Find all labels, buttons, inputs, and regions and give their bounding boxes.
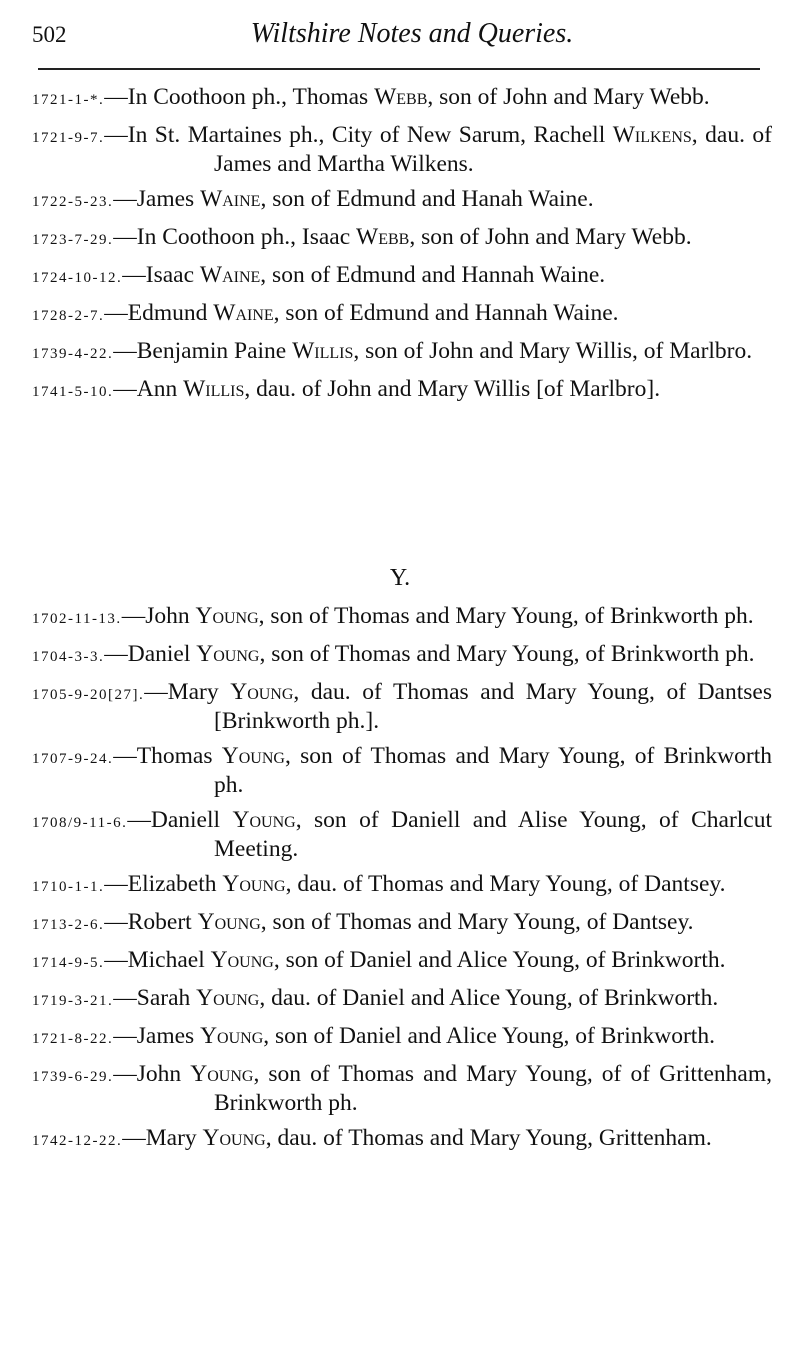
entry-text-after: , dau. of Thomas and Mary Young, of Dantses [Brinkworth ph.].	[214, 679, 772, 734]
record-entry	[32, 1061, 772, 1116]
section-y-entries	[32, 603, 772, 1163]
entry-date: 1721-9-7.	[32, 130, 105, 146]
entry-date: 1741-5-10.	[32, 384, 114, 400]
record-entry	[32, 1125, 772, 1154]
record-entry	[32, 224, 772, 253]
entry-surname: Willis	[183, 376, 245, 402]
entry-surname: Young	[210, 947, 274, 973]
entry-surname: Young	[190, 1061, 254, 1087]
entry-surname: Young	[222, 871, 286, 897]
entry-surname: Young	[230, 679, 294, 705]
section-w-entries	[32, 84, 772, 414]
entry-text-before: —Daniel	[104, 641, 197, 667]
entry-surname: Wilkens	[612, 122, 692, 148]
page-number: 502	[32, 22, 67, 47]
entry-surname: Waine	[199, 262, 261, 288]
entry-text-before: —Benjamin Paine	[113, 338, 293, 364]
record-entry	[32, 376, 772, 405]
entry-text-after: , dau. of Daniel and Alice Young, of Brinkworth.	[259, 985, 719, 1011]
entry-text-before: —Robert	[104, 909, 198, 935]
record-entry	[32, 186, 772, 215]
entry-text-after: , son of Thomas and Mary Young, of of Grittenham, Brinkworth ph.	[214, 1061, 772, 1116]
header-rule	[38, 68, 760, 70]
entry-date: 1724-10-12.	[32, 270, 123, 286]
record-entry	[32, 84, 772, 113]
entry-text-before: —Isaac	[122, 262, 200, 288]
entry-text-before: —In St. Martaines ph., City of New Sarum, Rachell	[104, 122, 613, 148]
entry-text-after: , dau. of John and Mary Willis [of Marlbro].	[244, 376, 661, 402]
entry-text-after: , son of Edmund and Hannah Waine.	[260, 262, 606, 288]
record-entry	[32, 679, 772, 734]
entry-text-after: , son of Thomas and Mary Young, of Brinkworth ph.	[258, 603, 754, 629]
record-entry	[32, 985, 772, 1014]
entry-date: 1739-4-22.	[32, 346, 114, 362]
entry-text-after: , son of Thomas and Mary Young, of Dantsey.	[260, 909, 694, 935]
entry-text-before: —Mary	[122, 1125, 203, 1151]
entry-date: 1702-11-13.	[32, 611, 122, 627]
entry-text-after: , son of John and Mary Willis, of Marlbro.	[353, 338, 753, 364]
entry-date: 1721-8-22.	[32, 1031, 114, 1047]
entry-surname: Young	[232, 807, 296, 833]
entry-text-after: , son of Daniell and Alise Young, of Charlcut Meeting.	[214, 807, 773, 862]
running-title: Wiltshire Notes and Queries.	[250, 18, 574, 49]
entry-date: 1713-2-6.	[32, 917, 105, 933]
entry-text-after: , dau. of James and Martha Wilkens.	[214, 122, 772, 177]
entry-text-before: —Edmund	[104, 300, 214, 326]
section-letter-y: Y.	[389, 565, 411, 591]
entry-surname: Young	[197, 909, 261, 935]
entry-date: 1721-1-*.	[32, 92, 105, 108]
entry-text-before: —Ann	[113, 376, 184, 402]
entry-text-after: , son of Daniel and Alice Young, of Brinkworth.	[273, 947, 726, 973]
entry-text-before: —Michael	[104, 947, 211, 973]
entry-surname: Waine	[200, 186, 261, 212]
record-entry	[32, 909, 772, 938]
entry-surname: Young	[221, 743, 285, 769]
record-entry	[32, 122, 772, 177]
entry-text-before: —James	[113, 186, 201, 212]
entry-text-after: , son of John and Mary Webb.	[427, 84, 710, 110]
entry-text-before: —Mary	[144, 679, 231, 705]
entry-text-before: —John	[121, 603, 196, 629]
record-entry	[32, 947, 772, 976]
record-entry	[32, 603, 772, 632]
entry-surname: Webb	[374, 84, 428, 110]
entry-text-after: , dau. of Thomas and Mary Young, Grittenham.	[265, 1125, 712, 1151]
entry-text-before: —James	[113, 1023, 201, 1049]
entry-text-before: —Sarah	[113, 985, 197, 1011]
entry-date: 1742-12-22.	[32, 1133, 123, 1149]
entry-date: 1722-5-23.	[32, 194, 114, 210]
entry-text-after: , son of Thomas and Mary Young, of Brinkworth ph.	[259, 641, 755, 667]
entry-date: 1704-3-3.	[32, 649, 105, 665]
entry-surname: Webb	[356, 224, 410, 250]
entry-date: 1739-6-29.	[32, 1069, 114, 1085]
entry-text-before: —In Coothoon ph., Isaac	[113, 224, 357, 250]
entry-text-after: , son of Edmund and Hannah Waine.	[273, 300, 619, 326]
entry-date: 1714-9-5.	[32, 955, 105, 971]
record-entry	[32, 1023, 772, 1052]
entry-surname: Young	[195, 603, 259, 629]
entry-date: 1705-9-20[27].	[32, 687, 145, 703]
entry-text-after: , son of Edmund and Hanah Waine.	[260, 186, 594, 212]
entry-surname: Young	[200, 1023, 264, 1049]
entry-date: 1728-2-7.	[32, 308, 105, 324]
entry-text-before: —Daniell	[127, 807, 233, 833]
entry-date: 1708/9-11-6.	[32, 815, 128, 831]
entry-text-after: , dau. of Thomas and Mary Young, of Dantsey.	[285, 871, 726, 897]
entry-date: 1719-3-21.	[32, 993, 114, 1009]
entry-text-before: —Thomas	[113, 743, 222, 769]
record-entry	[32, 871, 772, 900]
entry-text-before: —In Coothoon ph., Thomas	[104, 84, 375, 110]
entry-text-after: , son of Thomas and Mary Young, of Brinkworth ph.	[214, 743, 772, 798]
record-entry	[32, 262, 772, 291]
record-entry	[32, 807, 772, 862]
entry-date: 1723-7-29.	[32, 232, 114, 248]
entry-surname: Waine	[213, 300, 274, 326]
entry-text-before: —John	[113, 1061, 191, 1087]
entry-surname: Young	[196, 985, 260, 1011]
record-entry	[32, 743, 772, 798]
record-entry	[32, 338, 772, 367]
entry-text-before: —Elizabeth	[104, 871, 223, 897]
record-entry	[32, 300, 772, 329]
entry-text-after: , son of John and Mary Webb.	[409, 224, 692, 250]
entry-surname: Willis	[292, 338, 354, 364]
entry-text-after: , son of Daniel and Alice Young, of Brinkworth.	[263, 1023, 715, 1049]
record-entry	[32, 641, 772, 670]
entry-date: 1710-1-1.	[32, 879, 105, 895]
entry-date: 1707-9-24.	[32, 751, 114, 767]
page-header	[32, 18, 762, 58]
entry-surname: Young	[196, 641, 260, 667]
entry-surname: Young	[202, 1125, 266, 1151]
